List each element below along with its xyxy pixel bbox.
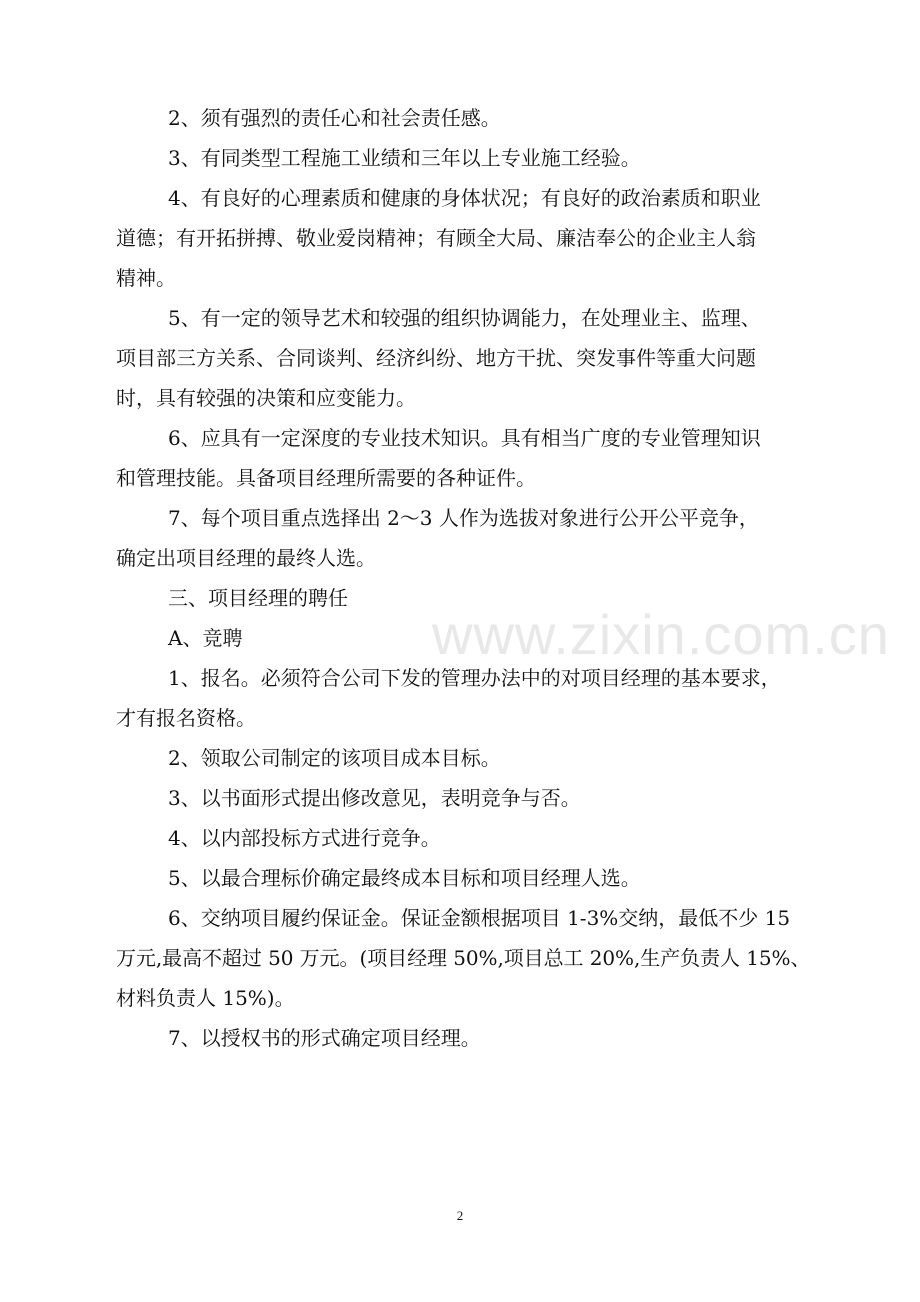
- paragraph: [116, 658, 810, 738]
- paragraph-line: 项目部三方关系、合同谈判、经济纠纷、地方干扰、突发事件等重大问题: [116, 346, 756, 370]
- paragraph-first-line: 4、有良好的心理素质和健康的身体状况；有良好的政治素质和职业: [168, 186, 761, 210]
- paragraph: [116, 178, 810, 298]
- paragraph-first-line: 2、须有强烈的责任心和社会责任感。: [168, 106, 501, 130]
- paragraph-line: 万元,最高不超过 50 万元。(项目经理 50%,项目总工 20%,生产负责人 15%、: [116, 946, 811, 970]
- paragraph: [116, 298, 810, 418]
- paragraph-first-line: 三、项目经理的聘任: [168, 586, 348, 610]
- document-body: [116, 98, 810, 1058]
- paragraph-first-line: 7、每个项目重点选择出 2～3 人作为选拔对象进行公开公平竞争，: [168, 506, 759, 530]
- paragraph-line: 时，具有较强的决策和应变能力。: [116, 386, 416, 410]
- paragraph: [116, 498, 810, 578]
- paragraph: [116, 858, 810, 898]
- paragraph: [116, 898, 810, 1018]
- paragraph-first-line: 3、以书面形式提出修改意见，表明竞争与否。: [168, 786, 581, 810]
- paragraph-line: 精神。: [116, 266, 176, 290]
- paragraph-first-line: 5、有一定的领导艺术和较强的组织协调能力，在处理业主、监理、: [168, 306, 761, 330]
- paragraph-first-line: 6、交纳项目履约保证金。保证金额根据项目 1-3%交纳，最低不少 15: [168, 906, 791, 930]
- paragraph-first-line: 5、以最合理标价确定最终成本目标和项目经理人选。: [168, 866, 641, 890]
- paragraph-first-line: 6、应具有一定深度的专业技术知识。具有相当广度的专业管理知识: [168, 426, 761, 450]
- paragraph: [116, 138, 810, 178]
- paragraph: [116, 98, 810, 138]
- paragraph: [116, 738, 810, 778]
- paragraph-first-line: 4、以内部投标方式进行竞争。: [168, 826, 441, 850]
- paragraph: [116, 1018, 810, 1058]
- watermark: www.zixin.com.cn: [432, 603, 890, 666]
- paragraph-line: 材料负责人 15%)。: [116, 986, 295, 1010]
- paragraph-first-line: 3、有同类型工程施工业绩和三年以上专业施工经验。: [168, 146, 641, 170]
- paragraph-first-line: 7、以授权书的形式确定项目经理。: [168, 1026, 481, 1050]
- paragraph-line: 才有报名资格。: [116, 706, 256, 730]
- paragraph: [116, 778, 810, 818]
- paragraph: [116, 418, 810, 498]
- paragraph-line: 确定出项目经理的最终人选。: [116, 546, 376, 570]
- paragraph-first-line: 2、领取公司制定的该项目成本目标。: [168, 746, 501, 770]
- paragraph-line: 道德；有开拓拼搏、敬业爱岗精神；有顾全大局、廉洁奉公的企业主人翁: [116, 226, 756, 250]
- paragraph-first-line: 1、报名。必须符合公司下发的管理办法中的对项目经理的基本要求，: [168, 666, 781, 690]
- paragraph-line: 和管理技能。具备项目经理所需要的各种证件。: [116, 466, 536, 490]
- paragraph: [116, 818, 810, 858]
- page-number: 2: [456, 1208, 464, 1223]
- paragraph-first-line: A、竞聘: [168, 626, 243, 650]
